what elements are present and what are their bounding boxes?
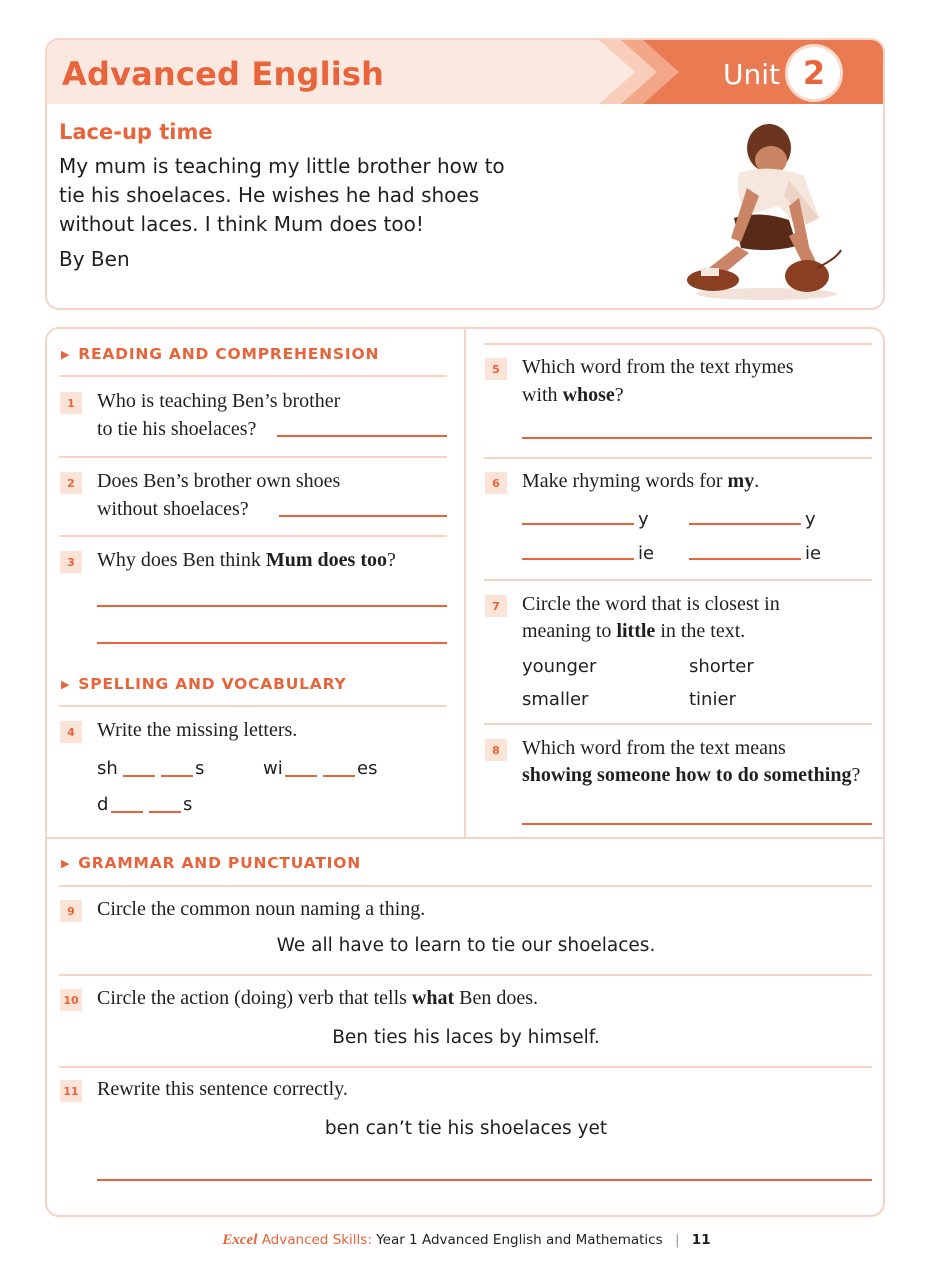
blank-letter[interactable] [323,775,355,777]
rhyme-answer-line[interactable] [689,558,801,560]
boy-tying-shoelaces-illustration [679,118,849,303]
column-divider [464,329,466,839]
q10-bold-word: what [411,987,455,1009]
q10-text-end: Ben does. [454,987,539,1009]
section-heading-grammar: ▶ GRAMMAR AND PUNCTUATION [61,854,361,872]
rule [484,457,872,459]
q7-text-end: in the text. [655,620,746,642]
rule [59,375,447,377]
missing-letters-word-2-start: wi [263,758,283,779]
section-heading-spelling: ▶ SPELLING AND VOCABULARY [61,675,347,693]
rhyme-answer-line[interactable] [522,523,634,525]
section-heading-reading-label: READING AND COMPREHENSION [78,345,380,363]
missing-letters-word-1-end: s [195,758,205,779]
question-11-text: Rewrite this sentence correctly. [97,1078,348,1100]
question-number: 1 [60,392,82,414]
rhyme-answer-line[interactable] [689,523,801,525]
q5-text-start: with [522,384,563,406]
blank-letter[interactable] [285,775,317,777]
section-heading-spelling-label: SPELLING AND VOCABULARY [78,675,347,693]
question-7-line2 [522,617,745,645]
question-number: 11 [60,1080,82,1102]
q8-bold-phrase: showing someone how to do something [522,764,852,786]
question-1-line2: to tie his shoelaces? [97,418,257,440]
story-text: My mum is teaching my little brother how to tie his shoelaces. He wishes he had shoes without laces. I think Mum does too! [59,154,505,236]
rule [59,1066,872,1068]
rhyme-suffix: ie [805,543,822,564]
footer-title: Year 1 Advanced English and Mathematics [376,1232,663,1248]
rhyme-answer-line[interactable] [522,558,634,560]
blank-letter[interactable] [149,811,181,813]
question-number: 3 [60,551,82,573]
story-author: By Ben [59,247,130,271]
blank-letter[interactable] [161,775,193,777]
question-7-line1: Circle the word that is closest in [522,593,780,615]
rule [59,705,447,707]
question-2-line1: Does Ben’s brother own shoes [97,470,341,492]
question-8-line2 [522,761,860,789]
question-number: 8 [485,739,507,761]
question-3-text [97,546,396,574]
page-footer [0,1232,933,1249]
question-number: 4 [60,721,82,743]
answer-line-q3-1[interactable] [97,605,447,607]
word-option[interactable]: smaller [522,689,589,710]
q11-sentence: ben can’t tie his shoelaces yet [324,1118,608,1139]
story-title: Lace-up time [59,120,213,144]
question-number: 7 [485,595,507,617]
q6-text-start: Make rhyming words for [522,470,728,492]
answer-line-q8[interactable] [522,823,872,825]
question-1-line1: Who is teaching Ben’s brother [97,390,341,412]
question-5-line2 [522,381,624,409]
section-divider [47,837,883,839]
word-option[interactable]: tinier [689,689,736,710]
missing-letters-word-1-start: sh [97,758,118,779]
questions-panel [45,327,885,1217]
missing-letters-word-2-end: es [357,758,378,779]
q3-text-end: ? [386,549,396,571]
word-option[interactable]: younger [522,656,597,677]
answer-line-q5[interactable] [522,437,872,439]
rule [484,579,872,581]
rhyme-suffix: y [805,509,816,530]
rhyme-suffix: ie [638,543,655,564]
q3-bold-phrase: Mum does too [265,549,387,571]
rule [59,885,872,887]
question-number: 9 [60,900,82,922]
rhyme-suffix: y [638,509,649,530]
question-number: 6 [485,472,507,494]
blank-letter[interactable] [123,775,155,777]
q5-bold-word: whose [562,384,615,406]
word-option[interactable]: shorter [689,656,754,677]
question-6-text [522,467,759,495]
question-number: 10 [60,989,82,1011]
question-4-text: Write the missing letters. [97,719,298,741]
q8-text-end: ? [851,764,861,786]
q10-sentence: Ben ties his laces by himself. [332,1027,600,1048]
q7-bold-word: little [616,620,656,642]
answer-line-q1[interactable] [277,435,447,437]
section-heading-grammar-label: GRAMMAR AND PUNCTUATION [78,854,361,872]
header-band [47,40,883,104]
footer-series: Advanced Skills: [261,1232,372,1248]
rule [59,456,447,458]
question-5-line1: Which word from the text rhymes [522,356,794,378]
rule [59,974,872,976]
section-heading-reading: ▶ READING AND COMPREHENSION [61,345,380,363]
page-number: 11 [691,1232,711,1248]
footer-separator: | [674,1232,680,1248]
unit-label: Unit [723,58,780,91]
q9-sentence: We all have to learn to tie our shoelaces. [276,935,656,956]
question-number: 5 [485,358,507,380]
answer-line-q11[interactable] [97,1179,872,1181]
missing-letters-word-3-start: d [97,794,109,815]
q3-text-start: Why does Ben think [97,549,266,571]
blank-letter[interactable] [111,811,143,813]
rule [484,723,872,725]
answer-line-q3-2[interactable] [97,642,447,644]
rule [59,535,447,537]
question-8-line1: Which word from the text means [522,737,786,759]
missing-letters-word-3-end: s [183,794,193,815]
rule [484,343,872,345]
question-number: 2 [60,472,82,494]
answer-line-q2[interactable] [279,515,447,517]
question-10-text [97,984,538,1012]
q10-text-start: Circle the action (doing) verb that tells [97,987,412,1009]
footer-brand: Excel [222,1232,258,1248]
story-panel [45,38,885,310]
q6-text-end: . [754,470,760,492]
q6-bold-word: my [727,470,755,492]
unit-number-badge: 2 [785,44,843,102]
question-9-text: Circle the common noun naming a thing. [97,898,426,920]
q7-text-start: meaning to [522,620,617,642]
q5-text-end: ? [614,384,624,406]
page-title: Advanced English [62,55,385,93]
question-2-line2: without shoelaces? [97,498,249,520]
